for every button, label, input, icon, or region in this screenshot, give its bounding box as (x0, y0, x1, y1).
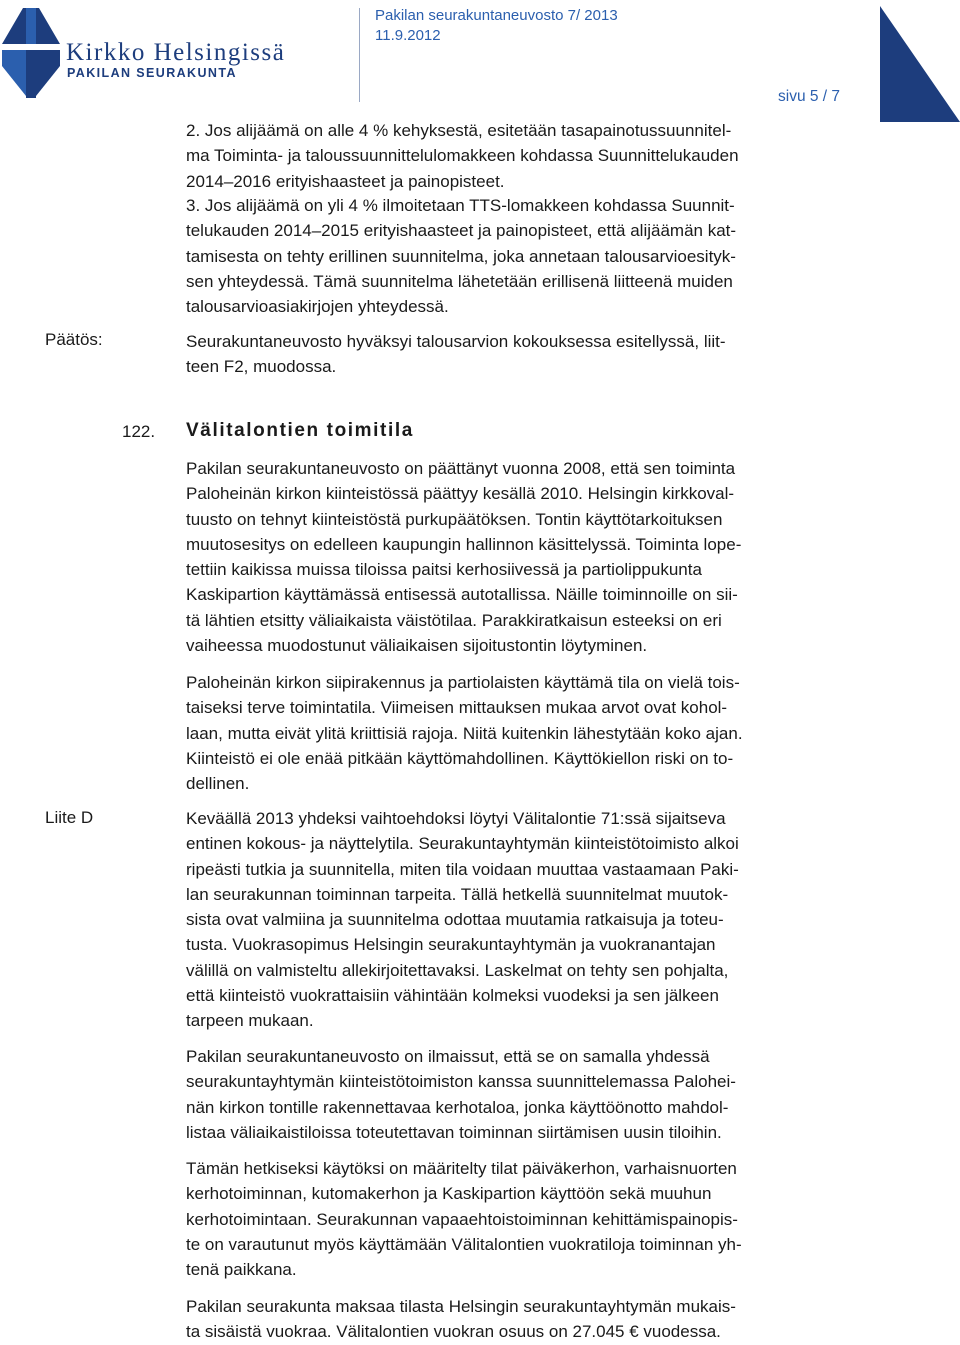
text-line: entinen kokous- ja näyttelytila. Seurakuntayhtymän kiinteistötoimisto alkoi (186, 834, 739, 854)
text-line: tenä paikkana. (186, 1260, 297, 1280)
decision-text (186, 329, 846, 380)
text-line: Tämän hetkiseksi käytöksi on määritelty tilat päiväkerhon, varhaisnuorten (186, 1159, 737, 1178)
text-line: 2. Jos alijäämä on alle 4 % kehyksestä, esitetään tasapainotussuunnitel- (186, 121, 732, 140)
text-line: Keväällä 2013 yhdeksi vaihtoehdoksi löytyi Välitalontie 71:ssä sijaitseva (186, 809, 726, 828)
text-line: ma Toiminta- ja taloussuunnittelulomakkeen kohdassa Suunnittelukauden (186, 146, 739, 166)
text-line: ta sisäistä vuokraa. Välitalontien vuokran osuus on 27.045 € vuodessa. (186, 1322, 721, 1342)
paragraph-1 (186, 456, 846, 658)
text-line: telukauden 2014–2015 erityishaasteet ja painopisteet, että alijäämän kat- (186, 221, 737, 241)
corner-triangle-icon (880, 6, 960, 122)
text-line: Pakilan seurakunta maksaa tilasta Helsingin seurakuntayhtymän mukais- (186, 1297, 736, 1316)
text-line: että kiinteistö vuokrattaisiin vähintään kolmeksi vuodeksi ja sen jälkeen (186, 986, 719, 1006)
text-line: dellinen. (186, 774, 250, 794)
item-number: 122. (122, 422, 156, 441)
text-line: 2014–2016 erityishaasteet ja painopisteet. (186, 171, 505, 191)
text-line: listaa väliaikaistiloissa toteutettavan toiminnan siirtämisen uusin tiloihin. (186, 1122, 722, 1142)
text-line: nän kirkon tontille rakennettavaa kerhotaloa, jonka käyttöönotto mahdol- (186, 1097, 729, 1117)
attachment-label: Liite D (45, 808, 94, 827)
header-divider (359, 8, 360, 102)
page-number: sivu 5 / 7 (778, 88, 841, 105)
text-line: muutosesitys on edelleen kaupungin hallinnon käsittelyssä. Toiminta lope- (186, 534, 742, 554)
text-line: Kaskipartion käyttämässä entisessä autotallissa. Näille toiminnoille on sii- (186, 585, 738, 605)
text-line: tamisesta on tehty erillinen suunnitelma, joka annetaan talousarvioesityk- (186, 246, 736, 266)
text-line: tarpeen mukaan. (186, 1011, 314, 1031)
text-line: taiseksi terve toimintatila. Viimeisen mittauksen mukaa arvot ovat kohol- (186, 698, 728, 718)
organization-name: Kirkko Helsingissä (66, 39, 286, 66)
parish-name: PAKILAN SEURAKUNTA (67, 66, 237, 80)
paragraph-2 (186, 670, 846, 796)
text-line: vaiheessa muodostunut väliaikaisen sijoitustontin löytyminen. (186, 636, 648, 656)
list-item-3 (186, 193, 846, 319)
paragraph-3 (186, 806, 846, 1034)
text-line: Seurakuntaneuvosto hyväksyi talousarvion kokouksessa esitellyssä, liit- (186, 332, 726, 351)
decision-label: Päätös: (45, 330, 103, 349)
text-line: lan seurakunnan toiminnan tarpeita. Tällä hetkellä suunnitelmat muutok- (186, 884, 729, 904)
text-line: ripeästi tutkia ja suunnitella, miten tila voidaan muuttaa vastaamaan Paki- (186, 859, 739, 879)
text-line: Kiinteistö ei ole enää pitkään käyttömahdollinen. Käyttökiellon riski on to- (186, 748, 734, 768)
text-line: kerhotoimintaan. Seurakunnan vapaaehtoistoiminnan kehittämispainopis- (186, 1209, 738, 1229)
document-date: 11.9.2012 (375, 27, 441, 44)
text-line: Pakilan seurakuntaneuvosto on ilmaissut, että se on samalla yhdessä (186, 1047, 710, 1066)
text-line: 3. Jos alijäämä on yli 4 % ilmoitetaan TTS-lomakkeen kohdassa Suunnit- (186, 196, 735, 215)
list-item-2 (186, 118, 846, 194)
text-line: seurakuntayhtymän kiinteistötoimiston kanssa suunnittelemassa Palohei- (186, 1072, 736, 1092)
paragraph-6 (186, 1294, 846, 1345)
text-line: laan, mutta eivät ylitä kriittisiä rajoja. Niitä kuitenkin lähestytään koko ajan. (186, 723, 743, 743)
church-cross-logo-icon (2, 4, 60, 100)
text-line: välillä on valmisteltu allekirjoitettavaksi. Laskelmat on tehty sen pohjalta, (186, 960, 729, 980)
text-line: teen F2, muodossa. (186, 357, 337, 377)
text-line: tettiin kaikissa muissa tiloissa paitsi kerhosiivessä ja partiolippukunta (186, 560, 702, 580)
item-title: Välitalontien toimitila (186, 420, 414, 441)
text-line: sista ovat valmiina ja suunnitelma odottaa muutamia ratkaisuja ja toteu- (186, 910, 724, 930)
paragraph-5 (186, 1156, 846, 1282)
text-line: talousarvioasiakirjojen yhteydessä. (186, 297, 449, 317)
text-line: tuusto on tehnyt kiinteistöstä purkupäätöksen. Tontin käyttötarkoituksen (186, 509, 723, 529)
text-line: Pakilan seurakuntaneuvosto on päättänyt vuonna 2008, että sen toiminta (186, 459, 736, 478)
document-title: Pakilan seurakuntaneuvosto 7/ 2013 (375, 7, 618, 24)
text-line: sen yhteydessä. Tämä suunnitelma lähetetään erillisenä liitteenä muiden (186, 271, 733, 291)
text-line: te on varautunut myös käyttämään Välitalontien vuokratiloja toiminnan yh- (186, 1234, 742, 1254)
text-line: Paloheinän kirkon siipirakennus ja partiolaisten käyttämä tila on vielä tois- (186, 673, 740, 692)
text-line: kerhotoiminnan, kutomakerhon ja Kaskipartion käyttöön sekä muuhun (186, 1184, 712, 1204)
text-line: tusta. Vuokrasopimus Helsingin seurakuntayhtymän ja vuokranantajan (186, 935, 716, 955)
paragraph-4 (186, 1044, 846, 1145)
text-line: Paloheinän kirkon kiinteistössä päättyy kesällä 2010. Helsingin kirkkoval- (186, 484, 735, 504)
text-line: tä lähtien etsitty väliaikaista väistötilaa. Parakkiratkaisun esteeksi on eri (186, 610, 722, 630)
